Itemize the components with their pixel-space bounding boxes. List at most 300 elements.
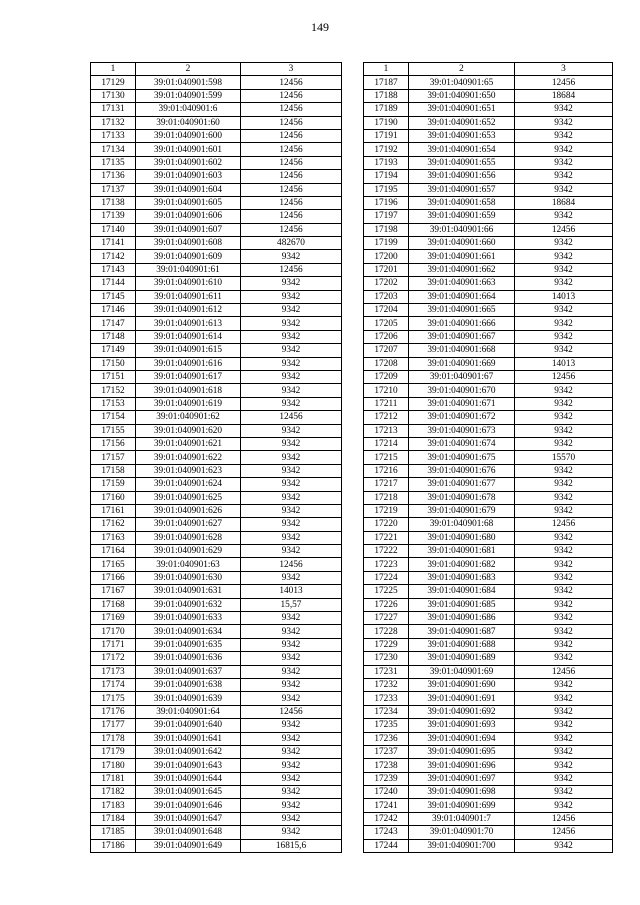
value-cell: 9342 [515, 344, 613, 357]
row-number-cell: 17204 [364, 304, 409, 317]
table-row [364, 638, 613, 651]
cadastral-number-cell: 39:01:040901:69 [409, 665, 515, 678]
value-cell: 9342 [241, 665, 342, 678]
table-row [91, 705, 342, 718]
cadastral-number-cell: 39:01:040901:667 [409, 330, 515, 343]
cadastral-number-cell: 39:01:040901:678 [409, 491, 515, 504]
value-cell: 9342 [515, 839, 613, 852]
value-cell: 12456 [241, 558, 342, 571]
value-cell: 12456 [241, 263, 342, 276]
table-row [364, 397, 613, 410]
table-row [364, 826, 613, 839]
value-cell: 9342 [241, 370, 342, 383]
value-cell: 9342 [515, 625, 613, 638]
column-header: 2 [409, 63, 515, 76]
row-number-cell: 17139 [91, 210, 136, 223]
value-cell: 9342 [241, 732, 342, 745]
row-number-cell: 17147 [91, 317, 136, 330]
cadastral-number-cell: 39:01:040901:604 [136, 183, 241, 196]
cadastral-number-cell: 39:01:040901:632 [136, 598, 241, 611]
cadastral-number-cell: 39:01:040901:655 [409, 156, 515, 169]
table-row [91, 558, 342, 571]
value-cell: 9342 [241, 678, 342, 691]
table-header-row [91, 63, 342, 76]
table-row [364, 290, 613, 303]
row-number-cell: 17144 [91, 277, 136, 290]
value-cell: 9342 [515, 330, 613, 343]
value-cell: 9342 [241, 451, 342, 464]
table-row [91, 665, 342, 678]
table-row [364, 692, 613, 705]
row-number-cell: 17190 [364, 116, 409, 129]
table-row [91, 585, 342, 598]
row-number-cell: 17242 [364, 812, 409, 825]
row-number-cell: 17240 [364, 786, 409, 799]
row-number-cell: 17228 [364, 625, 409, 638]
row-number-cell: 17234 [364, 705, 409, 718]
value-cell: 12456 [241, 705, 342, 718]
cadastral-number-cell: 39:01:040901:683 [409, 571, 515, 584]
table-row [364, 571, 613, 584]
row-number-cell: 17130 [91, 89, 136, 102]
table-row [364, 116, 613, 129]
row-number-cell: 17129 [91, 76, 136, 89]
column-header: 1 [364, 63, 409, 76]
row-number-cell: 17224 [364, 571, 409, 584]
row-number-cell: 17167 [91, 585, 136, 598]
value-cell: 9342 [241, 612, 342, 625]
value-cell: 9342 [515, 638, 613, 651]
cadastral-number-cell: 39:01:040901:676 [409, 464, 515, 477]
value-cell: 12456 [515, 826, 613, 839]
table-row [364, 210, 613, 223]
table-row [91, 531, 342, 544]
cadastral-number-cell: 39:01:040901:674 [409, 437, 515, 450]
cadastral-number-cell: 39:01:040901:607 [136, 223, 241, 236]
value-cell: 9342 [241, 330, 342, 343]
row-number-cell: 17236 [364, 732, 409, 745]
cadastral-number-cell: 39:01:040901:608 [136, 237, 241, 250]
table-row [364, 437, 613, 450]
value-cell: 9342 [515, 799, 613, 812]
cadastral-number-cell: 39:01:040901:629 [136, 545, 241, 558]
column-header: 3 [515, 63, 613, 76]
row-number-cell: 17218 [364, 491, 409, 504]
row-number-cell: 17168 [91, 598, 136, 611]
value-cell: 9342 [515, 719, 613, 732]
value-cell: 9342 [515, 277, 613, 290]
cadastral-number-cell: 39:01:040901:616 [136, 357, 241, 370]
value-cell: 9342 [515, 250, 613, 263]
value-cell: 9342 [515, 772, 613, 785]
value-cell: 9342 [515, 170, 613, 183]
cadastral-number-cell: 39:01:040901:636 [136, 652, 241, 665]
table-row [364, 678, 613, 691]
row-number-cell: 17155 [91, 424, 136, 437]
value-cell: 12456 [515, 812, 613, 825]
value-cell: 9342 [515, 705, 613, 718]
cadastral-number-cell: 39:01:040901:697 [409, 772, 515, 785]
row-number-cell: 17154 [91, 411, 136, 424]
value-cell: 9342 [241, 250, 342, 263]
value-cell: 9342 [241, 759, 342, 772]
cadastral-number-cell: 39:01:040901:603 [136, 170, 241, 183]
cadastral-number-cell: 39:01:040901:680 [409, 531, 515, 544]
value-cell: 9342 [241, 478, 342, 491]
table-row [364, 799, 613, 812]
table-row [91, 196, 342, 209]
row-number-cell: 17222 [364, 545, 409, 558]
row-number-cell: 17210 [364, 384, 409, 397]
row-number-cell: 17213 [364, 424, 409, 437]
value-cell: 9342 [515, 745, 613, 758]
table-header-row [364, 63, 613, 76]
cadastral-number-cell: 39:01:040901:619 [136, 397, 241, 410]
table-row [91, 237, 342, 250]
row-number-cell: 17205 [364, 317, 409, 330]
row-number-cell: 17175 [91, 692, 136, 705]
value-cell: 12456 [241, 76, 342, 89]
row-number-cell: 17138 [91, 196, 136, 209]
cadastral-number-cell: 39:01:040901:601 [136, 143, 241, 156]
cadastral-number-cell: 39:01:040901:609 [136, 250, 241, 263]
cadastral-number-cell: 39:01:040901:684 [409, 585, 515, 598]
table-row [364, 598, 613, 611]
row-number-cell: 17166 [91, 571, 136, 584]
cadastral-number-cell: 39:01:040901:650 [409, 89, 515, 102]
row-number-cell: 17150 [91, 357, 136, 370]
row-number-cell: 17165 [91, 558, 136, 571]
table-row [91, 223, 342, 236]
value-cell: 9342 [515, 156, 613, 169]
table-row [91, 143, 342, 156]
cadastral-number-cell: 39:01:040901:651 [409, 103, 515, 116]
table-row [91, 330, 342, 343]
value-cell: 12456 [515, 518, 613, 531]
table-row [91, 598, 342, 611]
value-cell: 9342 [241, 518, 342, 531]
row-number-cell: 17149 [91, 344, 136, 357]
value-cell: 9342 [241, 812, 342, 825]
row-number-cell: 17215 [364, 451, 409, 464]
table-row [364, 665, 613, 678]
row-number-cell: 17178 [91, 732, 136, 745]
cadastral-number-cell: 39:01:040901:686 [409, 612, 515, 625]
table-row [364, 263, 613, 276]
table-row [91, 277, 342, 290]
cadastral-number-cell: 39:01:040901:605 [136, 196, 241, 209]
table-row [91, 304, 342, 317]
table-row [364, 812, 613, 825]
table-row [364, 129, 613, 142]
row-number-cell: 17161 [91, 504, 136, 517]
value-cell: 482670 [241, 237, 342, 250]
value-cell: 9342 [515, 129, 613, 142]
cadastral-number-cell: 39:01:040901:634 [136, 625, 241, 638]
table-row [91, 772, 342, 785]
table-row [91, 839, 342, 852]
cadastral-number-cell: 39:01:040901:682 [409, 558, 515, 571]
row-number-cell: 17170 [91, 625, 136, 638]
table-row [364, 786, 613, 799]
table-row [364, 491, 613, 504]
value-cell: 9342 [515, 384, 613, 397]
row-number-cell: 17193 [364, 156, 409, 169]
row-number-cell: 17198 [364, 223, 409, 236]
row-number-cell: 17143 [91, 263, 136, 276]
row-number-cell: 17176 [91, 705, 136, 718]
value-cell: 16815,6 [241, 839, 342, 852]
table-row [364, 330, 613, 343]
value-cell: 9342 [241, 799, 342, 812]
cadastral-number-cell: 39:01:040901:645 [136, 786, 241, 799]
cadastral-number-cell: 39:01:040901:6 [136, 103, 241, 116]
value-cell: 9342 [515, 786, 613, 799]
cadastral-number-cell: 39:01:040901:647 [136, 812, 241, 825]
cadastral-number-cell: 39:01:040901:700 [409, 839, 515, 852]
table-row [364, 277, 613, 290]
table-row [364, 304, 613, 317]
row-number-cell: 17243 [364, 826, 409, 839]
value-cell: 12456 [241, 210, 342, 223]
table-row [364, 839, 613, 852]
row-number-cell: 17194 [364, 170, 409, 183]
row-number-cell: 17162 [91, 518, 136, 531]
table-row [91, 545, 342, 558]
row-number-cell: 17132 [91, 116, 136, 129]
table-row [364, 504, 613, 517]
table-row [364, 344, 613, 357]
row-number-cell: 17153 [91, 397, 136, 410]
cadastral-number-cell: 39:01:040901:602 [136, 156, 241, 169]
row-number-cell: 17220 [364, 518, 409, 531]
row-number-cell: 17156 [91, 437, 136, 450]
table-row [364, 759, 613, 772]
row-number-cell: 17191 [364, 129, 409, 142]
row-number-cell: 17230 [364, 652, 409, 665]
row-number-cell: 17183 [91, 799, 136, 812]
table-right [363, 62, 613, 853]
table-row [91, 478, 342, 491]
value-cell: 9342 [515, 304, 613, 317]
cadastral-number-cell: 39:01:040901:656 [409, 170, 515, 183]
cadastral-number-cell: 39:01:040901:614 [136, 330, 241, 343]
cadastral-number-cell: 39:01:040901:663 [409, 277, 515, 290]
value-cell: 9342 [241, 504, 342, 517]
row-number-cell: 17184 [91, 812, 136, 825]
row-number-cell: 17232 [364, 678, 409, 691]
cadastral-number-cell: 39:01:040901:615 [136, 344, 241, 357]
value-cell: 9342 [515, 571, 613, 584]
row-number-cell: 17216 [364, 464, 409, 477]
value-cell: 9342 [515, 237, 613, 250]
cadastral-number-cell: 39:01:040901:648 [136, 826, 241, 839]
page-number: 149 [311, 20, 329, 34]
cadastral-number-cell: 39:01:040901:63 [136, 558, 241, 571]
table-row [91, 263, 342, 276]
row-number-cell: 17203 [364, 290, 409, 303]
cadastral-number-cell: 39:01:040901:638 [136, 678, 241, 691]
value-cell: 9342 [241, 437, 342, 450]
row-number-cell: 17135 [91, 156, 136, 169]
cadastral-number-cell: 39:01:040901:685 [409, 598, 515, 611]
value-cell: 9342 [515, 585, 613, 598]
value-cell: 12456 [241, 196, 342, 209]
cadastral-number-cell: 39:01:040901:644 [136, 772, 241, 785]
row-number-cell: 17177 [91, 719, 136, 732]
value-cell: 9342 [241, 491, 342, 504]
row-number-cell: 17237 [364, 745, 409, 758]
value-cell: 12456 [515, 665, 613, 678]
table-row [364, 143, 613, 156]
table-row [364, 558, 613, 571]
table-row [91, 290, 342, 303]
cadastral-number-cell: 39:01:040901:652 [409, 116, 515, 129]
value-cell: 9342 [241, 692, 342, 705]
value-cell: 9342 [515, 558, 613, 571]
row-number-cell: 17134 [91, 143, 136, 156]
table-row [364, 317, 613, 330]
table-row [91, 652, 342, 665]
value-cell: 14013 [515, 357, 613, 370]
cadastral-number-cell: 39:01:040901:606 [136, 210, 241, 223]
table-row [364, 411, 613, 424]
cadastral-number-cell: 39:01:040901:671 [409, 397, 515, 410]
table-row [364, 170, 613, 183]
table-row [364, 89, 613, 102]
cadastral-number-cell: 39:01:040901:599 [136, 89, 241, 102]
value-cell: 9342 [515, 143, 613, 156]
row-number-cell: 17159 [91, 478, 136, 491]
table-row [91, 411, 342, 424]
table-row [364, 545, 613, 558]
row-number-cell: 17221 [364, 531, 409, 544]
table-row [364, 612, 613, 625]
cadastral-number-cell: 39:01:040901:699 [409, 799, 515, 812]
cadastral-number-cell: 39:01:040901:657 [409, 183, 515, 196]
cadastral-number-cell: 39:01:040901:64 [136, 705, 241, 718]
table-row [91, 745, 342, 758]
row-number-cell: 17201 [364, 263, 409, 276]
cadastral-number-cell: 39:01:040901:65 [409, 76, 515, 89]
row-number-cell: 17207 [364, 344, 409, 357]
cadastral-number-cell: 39:01:040901:637 [136, 665, 241, 678]
row-number-cell: 17241 [364, 799, 409, 812]
table-row [364, 250, 613, 263]
row-number-cell: 17157 [91, 451, 136, 464]
value-cell: 12456 [515, 76, 613, 89]
table-row [364, 585, 613, 598]
value-cell: 9342 [515, 464, 613, 477]
cadastral-number-cell: 39:01:040901:617 [136, 370, 241, 383]
row-number-cell: 17208 [364, 357, 409, 370]
cadastral-number-cell: 39:01:040901:7 [409, 812, 515, 825]
cadastral-number-cell: 39:01:040901:681 [409, 545, 515, 558]
row-number-cell: 17172 [91, 652, 136, 665]
table-row [91, 759, 342, 772]
column-header: 1 [91, 63, 136, 76]
table-left [90, 62, 342, 853]
cadastral-number-cell: 39:01:040901:695 [409, 745, 515, 758]
cadastral-number-cell: 39:01:040901:630 [136, 571, 241, 584]
value-cell: 9342 [515, 397, 613, 410]
row-number-cell: 17182 [91, 786, 136, 799]
value-cell: 9342 [515, 411, 613, 424]
table-left-body [91, 63, 342, 853]
cadastral-number-cell: 39:01:040901:620 [136, 424, 241, 437]
table-row [91, 612, 342, 625]
value-cell: 9342 [515, 504, 613, 517]
value-cell: 9342 [515, 424, 613, 437]
value-cell: 9342 [515, 612, 613, 625]
table-row [91, 89, 342, 102]
table-row [364, 652, 613, 665]
cadastral-number-cell: 39:01:040901:679 [409, 504, 515, 517]
cadastral-number-cell: 39:01:040901:640 [136, 719, 241, 732]
table-row [91, 397, 342, 410]
cadastral-number-cell: 39:01:040901:690 [409, 678, 515, 691]
cadastral-number-cell: 39:01:040901:675 [409, 451, 515, 464]
value-cell: 9342 [241, 745, 342, 758]
table-row [364, 183, 613, 196]
value-cell: 9342 [241, 317, 342, 330]
value-cell: 9342 [515, 692, 613, 705]
value-cell: 14013 [241, 585, 342, 598]
row-number-cell: 17136 [91, 170, 136, 183]
row-number-cell: 17146 [91, 304, 136, 317]
cadastral-number-cell: 39:01:040901:623 [136, 464, 241, 477]
row-number-cell: 17180 [91, 759, 136, 772]
value-cell: 9342 [515, 598, 613, 611]
value-cell: 18684 [515, 196, 613, 209]
table-row [91, 625, 342, 638]
cadastral-number-cell: 39:01:040901:673 [409, 424, 515, 437]
row-number-cell: 17179 [91, 745, 136, 758]
table-row [91, 156, 342, 169]
cadastral-number-cell: 39:01:040901:60 [136, 116, 241, 129]
table-row [91, 250, 342, 263]
table-row [91, 571, 342, 584]
cadastral-number-cell: 39:01:040901:610 [136, 277, 241, 290]
cadastral-number-cell: 39:01:040901:668 [409, 344, 515, 357]
value-cell: 9342 [515, 263, 613, 276]
value-cell: 12456 [241, 103, 342, 116]
row-number-cell: 17214 [364, 437, 409, 450]
column-header: 3 [241, 63, 342, 76]
row-number-cell: 17163 [91, 531, 136, 544]
cadastral-number-cell: 39:01:040901:691 [409, 692, 515, 705]
value-cell: 9342 [241, 397, 342, 410]
column-header: 2 [136, 63, 241, 76]
table-row [364, 531, 613, 544]
value-cell: 9342 [515, 491, 613, 504]
cadastral-number-cell: 39:01:040901:646 [136, 799, 241, 812]
cadastral-number-cell: 39:01:040901:672 [409, 411, 515, 424]
value-cell: 9342 [515, 437, 613, 450]
table-row [364, 370, 613, 383]
table-row [91, 504, 342, 517]
row-number-cell: 17197 [364, 210, 409, 223]
table-row [91, 370, 342, 383]
value-cell: 9342 [241, 638, 342, 651]
table-row [91, 799, 342, 812]
row-number-cell: 17142 [91, 250, 136, 263]
value-cell: 9342 [515, 210, 613, 223]
cadastral-number-cell: 39:01:040901:665 [409, 304, 515, 317]
table-row [91, 116, 342, 129]
value-cell: 9342 [241, 719, 342, 732]
table-row [91, 384, 342, 397]
